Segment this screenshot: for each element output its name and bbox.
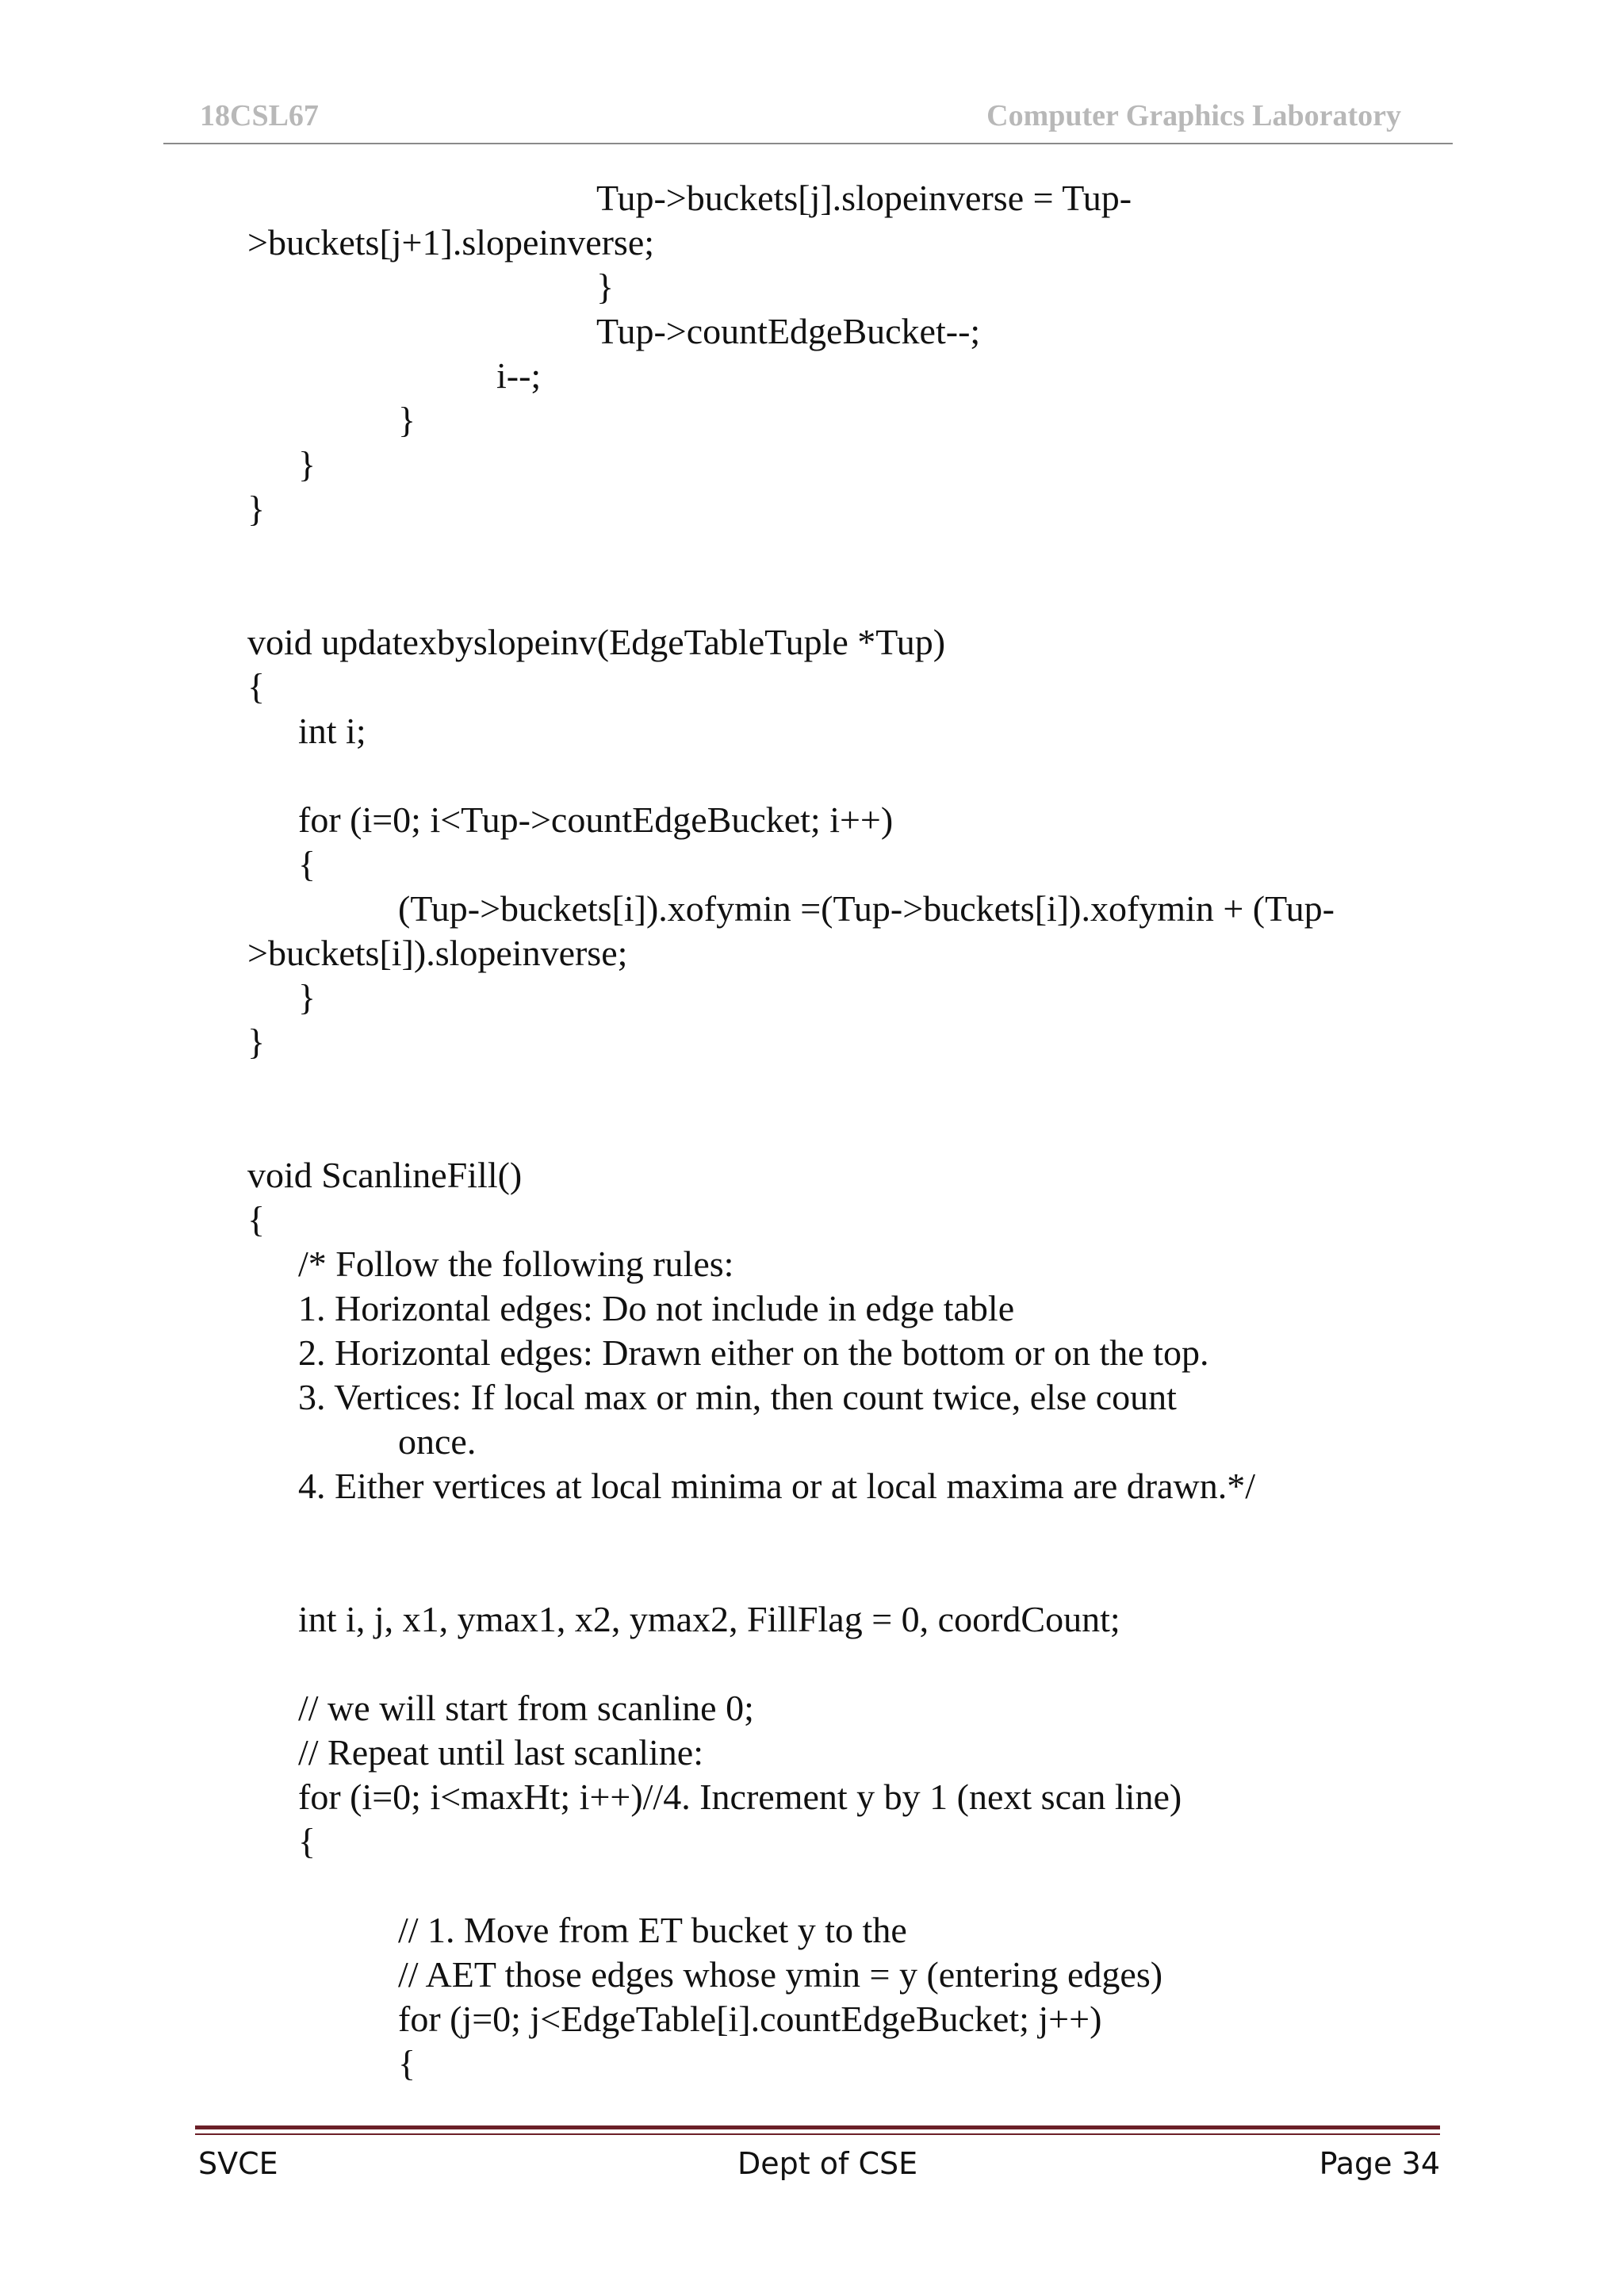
- code-line: }: [596, 266, 615, 307]
- code-line: 2. Horizontal edges: Drawn either on the bottom or on the top.: [298, 1332, 1209, 1373]
- code-line: {: [298, 1821, 316, 1861]
- code-line: 1. Horizontal edges: Do not include in edge table: [298, 1288, 1015, 1328]
- code-line: // 1. Move from ET bucket y to the: [398, 1910, 907, 1950]
- code-line: }: [298, 977, 316, 1018]
- code-line: void ScanlineFill(): [247, 1155, 523, 1195]
- code-line: once.: [398, 1421, 477, 1462]
- code-line: for (i=0; i<maxHt; i++)//4. Increment y by 1 (next scan line): [298, 1777, 1182, 1817]
- code-line: int i;: [298, 711, 366, 751]
- code-line: Tup->countEdgeBucket--;: [596, 311, 981, 351]
- code-line: }: [247, 489, 266, 529]
- code-line: Tup->buckets[j].slopeinverse = Tup-: [596, 178, 1132, 218]
- code-line: for (i=0; i<Tup->countEdgeBucket; i++): [298, 799, 894, 840]
- code-line: 4. Either vertices at local minima or at local maxima are drawn.*/: [298, 1466, 1256, 1506]
- code-line: }: [247, 1022, 266, 1062]
- footer-page-number: Page 34: [1319, 2146, 1440, 2181]
- code-line: i--;: [496, 355, 542, 396]
- code-line: >buckets[j+1].slopeinverse;: [247, 222, 655, 263]
- code-line: void updatexbyslopeinv(EdgeTableTuple *Tup): [247, 622, 946, 662]
- header-course-code: 18CSL67: [200, 99, 319, 132]
- code-line: 3. Vertices: If local max or min, then count twice, else count: [298, 1377, 1177, 1417]
- code-line: int i, j, x1, ymax1, x2, ymax2, FillFlag = 0, coordCount;: [298, 1599, 1120, 1639]
- footer-divider-thin: [195, 2133, 1440, 2135]
- code-line: {: [247, 666, 266, 707]
- code-line: // we will start from scanline 0;: [298, 1688, 754, 1728]
- code-line: for (j=0; j<EdgeTable[i].countEdgeBucket; j++): [398, 1999, 1102, 2039]
- code-line: // Repeat until last scanline:: [298, 1732, 703, 1773]
- code-line: }: [398, 400, 416, 440]
- code-line: {: [398, 2043, 416, 2083]
- header-lab-title: Computer Graphics Laboratory: [986, 99, 1401, 132]
- code-line: /* Follow the following rules:: [298, 1244, 734, 1284]
- code-line: {: [247, 1199, 266, 1240]
- code-line: // AET those edges whose ymin = y (entering edges): [398, 1954, 1163, 1995]
- footer-institution: SVCE: [198, 2146, 278, 2181]
- code-line: }: [298, 444, 316, 485]
- code-line: >buckets[i]).slopeinverse;: [247, 933, 628, 973]
- code-line: (Tup->buckets[i]).xofymin =(Tup->buckets[i]).xofymin + (Tup-: [398, 888, 1335, 929]
- footer-divider-thick: [195, 2125, 1440, 2129]
- code-line: {: [298, 844, 316, 884]
- footer-department: Dept of CSE: [737, 2146, 918, 2181]
